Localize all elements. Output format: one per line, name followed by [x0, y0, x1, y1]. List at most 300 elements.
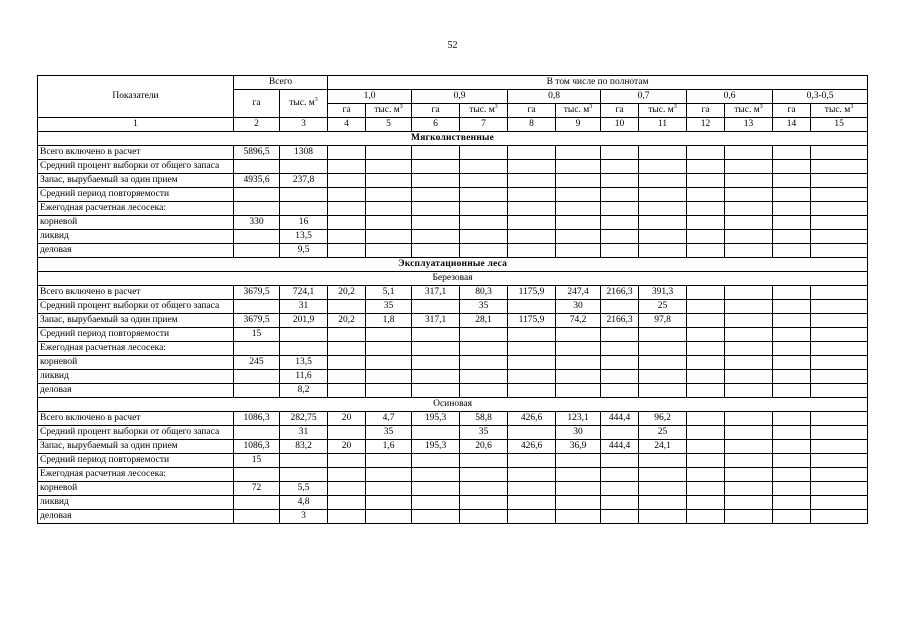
table-cell — [366, 370, 412, 384]
header-total-ha: га — [234, 90, 280, 118]
table-cell — [508, 160, 556, 174]
table-cell — [773, 356, 811, 370]
table-cell: 247,4 — [556, 286, 601, 300]
table-cell — [725, 342, 773, 356]
table-row — [38, 146, 868, 160]
table-cell: 3679,5 — [234, 286, 280, 300]
table-cell — [601, 216, 639, 230]
table-cell — [687, 202, 725, 216]
unit-kcm: тыс. $м^3$ — [460, 104, 508, 118]
table-cell — [460, 160, 508, 174]
row-label: ликвид — [38, 370, 234, 384]
table-cell: 282,75 — [280, 412, 328, 426]
row-label: деловая — [38, 384, 234, 398]
table-cell — [460, 356, 508, 370]
table-row — [38, 426, 868, 440]
table-cell — [328, 202, 366, 216]
table-cell — [234, 244, 280, 258]
table-cell — [556, 454, 601, 468]
table-cell — [687, 370, 725, 384]
table-cell — [460, 454, 508, 468]
table-cell — [460, 216, 508, 230]
table-cell — [811, 328, 868, 342]
table-row — [38, 174, 868, 188]
table-cell — [412, 370, 460, 384]
table-cell — [412, 300, 460, 314]
row-label: Запас, вырубаемый за один прием — [38, 174, 234, 188]
table-cell: 72 — [234, 482, 280, 496]
table-cell — [412, 216, 460, 230]
row-label: деловая — [38, 510, 234, 524]
row-label: корневой — [38, 216, 234, 230]
table-cell — [412, 244, 460, 258]
table-cell — [556, 482, 601, 496]
table-cell — [601, 356, 639, 370]
unit-kcm: тыс. $м^3$ — [556, 104, 601, 118]
table-row — [38, 328, 868, 342]
table-cell — [460, 468, 508, 482]
column-number: 4 — [328, 118, 366, 132]
table-cell: 15 — [234, 454, 280, 468]
header-total-kcm: тыс. $м^3$ — [280, 90, 328, 118]
table-cell — [773, 188, 811, 202]
table-cell — [639, 468, 687, 482]
table-cell — [508, 202, 556, 216]
table-cell — [412, 454, 460, 468]
row-label: Ежегодная расчетная лесосека: — [38, 468, 234, 482]
column-number: 2 — [234, 118, 280, 132]
table-cell: 1086,3 — [234, 440, 280, 454]
column-number: 7 — [460, 118, 508, 132]
table-cell — [412, 188, 460, 202]
table-cell: 15 — [234, 328, 280, 342]
table-cell: 123,1 — [556, 412, 601, 426]
table-row — [38, 202, 868, 216]
table-cell — [725, 216, 773, 230]
table-cell: 97,8 — [639, 314, 687, 328]
table-cell — [366, 496, 412, 510]
table-cell — [639, 496, 687, 510]
row-label: корневой — [38, 356, 234, 370]
header-by-density: В том числе по полнотам — [328, 76, 868, 90]
table-cell — [460, 510, 508, 524]
table-cell: 330 — [234, 216, 280, 230]
table-cell — [508, 342, 556, 356]
table-cell — [556, 188, 601, 202]
table-cell — [556, 216, 601, 230]
table-cell: 195,3 — [412, 440, 460, 454]
table-cell: 444,4 — [601, 440, 639, 454]
table-cell — [366, 146, 412, 160]
table-cell: 35 — [366, 426, 412, 440]
table-cell — [366, 356, 412, 370]
table-cell: 8,2 — [280, 384, 328, 398]
table-cell: 2166,3 — [601, 314, 639, 328]
table-cell — [412, 174, 460, 188]
table-cell — [725, 300, 773, 314]
table-cell — [328, 146, 366, 160]
table-cell: 74,2 — [556, 314, 601, 328]
table-cell — [328, 454, 366, 468]
table-row — [38, 216, 868, 230]
table-cell — [811, 482, 868, 496]
table-row — [38, 300, 868, 314]
table-cell: 237,8 — [280, 174, 328, 188]
table-cell: 426,6 — [508, 440, 556, 454]
column-number: 10 — [601, 118, 639, 132]
table-cell — [639, 454, 687, 468]
table-cell — [687, 314, 725, 328]
unit-kcm: тыс. $м^3$ — [366, 104, 412, 118]
column-number: 15 — [811, 118, 868, 132]
table-row — [38, 454, 868, 468]
table-cell — [773, 174, 811, 188]
unit-ha: га — [412, 104, 460, 118]
table-cell: 391,3 — [639, 286, 687, 300]
table-cell — [601, 160, 639, 174]
column-number: 14 — [773, 118, 811, 132]
table-cell — [234, 510, 280, 524]
table-cell — [811, 286, 868, 300]
table-row — [38, 244, 868, 258]
table-cell — [366, 468, 412, 482]
table-cell — [687, 496, 725, 510]
density-0-6: 0,6 — [687, 90, 773, 104]
table-cell: 4935,6 — [234, 174, 280, 188]
table-cell — [328, 244, 366, 258]
table-cell — [234, 370, 280, 384]
table-cell — [234, 342, 280, 356]
table-cell — [328, 328, 366, 342]
table-cell: 5896,5 — [234, 146, 280, 160]
table-cell — [811, 356, 868, 370]
table-cell: 1086,3 — [234, 412, 280, 426]
table-cell — [725, 510, 773, 524]
table-cell — [234, 300, 280, 314]
section-title: Осиновая — [38, 398, 868, 412]
table-cell — [725, 482, 773, 496]
page-number: 52 — [447, 40, 458, 51]
row-label: Всего включено в расчет — [38, 286, 234, 300]
table-cell — [811, 314, 868, 328]
row-label: Всего включено в расчет — [38, 412, 234, 426]
table-cell — [811, 468, 868, 482]
table-cell — [508, 216, 556, 230]
table-cell: 4,8 — [280, 496, 328, 510]
table-cell — [687, 300, 725, 314]
table-cell — [725, 244, 773, 258]
table-cell — [366, 328, 412, 342]
table-cell — [639, 356, 687, 370]
table-cell — [811, 146, 868, 160]
table-row — [38, 384, 868, 398]
table-cell — [811, 202, 868, 216]
table-row — [38, 468, 868, 482]
table-cell — [687, 426, 725, 440]
row-label: ликвид — [38, 230, 234, 244]
table-cell — [280, 468, 328, 482]
unit-kcm: тыс. $м^3$ — [725, 104, 773, 118]
table-cell — [508, 188, 556, 202]
table-cell — [328, 384, 366, 398]
column-number: 1 — [38, 118, 234, 132]
table-cell — [725, 412, 773, 426]
column-number: 13 — [725, 118, 773, 132]
table-cell — [773, 160, 811, 174]
table-cell — [601, 328, 639, 342]
table-row — [38, 356, 868, 370]
row-label: Средний период повторяемости — [38, 454, 234, 468]
table-cell — [725, 328, 773, 342]
table-cell: 30 — [556, 426, 601, 440]
table-cell — [556, 328, 601, 342]
table-cell — [328, 370, 366, 384]
column-number: 9 — [556, 118, 601, 132]
row-label: Средний период повторяемости — [38, 328, 234, 342]
table-cell: 4,7 — [366, 412, 412, 426]
table-cell — [773, 314, 811, 328]
table-cell: 36,9 — [556, 440, 601, 454]
section-subtitle: Березовая — [38, 272, 868, 286]
table-cell: 245 — [234, 356, 280, 370]
table-row — [38, 314, 868, 328]
table-cell: 5,5 — [280, 482, 328, 496]
table-cell — [366, 244, 412, 258]
table-cell — [773, 496, 811, 510]
table-cell — [725, 468, 773, 482]
table-cell — [601, 510, 639, 524]
table-cell — [773, 482, 811, 496]
table-cell — [460, 342, 508, 356]
table-cell — [412, 342, 460, 356]
unit-ha: га — [328, 104, 366, 118]
table-cell — [725, 188, 773, 202]
table-cell — [639, 174, 687, 188]
table-cell — [811, 216, 868, 230]
table-cell — [811, 426, 868, 440]
row-label: Ежегодная расчетная лесосека: — [38, 342, 234, 356]
table-cell — [460, 188, 508, 202]
table-cell: 31 — [280, 426, 328, 440]
table-cell — [773, 510, 811, 524]
table-cell — [328, 300, 366, 314]
density-1-0: 1,0 — [328, 90, 412, 104]
table-cell — [601, 370, 639, 384]
table-cell — [725, 356, 773, 370]
table-cell — [366, 202, 412, 216]
row-label: ликвид — [38, 496, 234, 510]
unit-kcm: тыс. $м^3$ — [811, 104, 868, 118]
table-cell — [639, 230, 687, 244]
table-cell — [687, 216, 725, 230]
table-row — [38, 286, 868, 300]
table-cell — [687, 510, 725, 524]
table-cell — [811, 300, 868, 314]
table-cell — [508, 454, 556, 468]
table-cell — [280, 328, 328, 342]
table-cell — [556, 244, 601, 258]
table-cell — [687, 286, 725, 300]
table-cell — [687, 482, 725, 496]
table-cell — [366, 216, 412, 230]
table-cell: 96,2 — [639, 412, 687, 426]
table-cell — [508, 496, 556, 510]
table-cell — [687, 454, 725, 468]
table-cell — [811, 244, 868, 258]
table-cell — [556, 174, 601, 188]
table-cell: 35 — [366, 300, 412, 314]
table-cell — [639, 510, 687, 524]
table-cell — [601, 468, 639, 482]
table-cell — [639, 384, 687, 398]
section-title: Мягколиственные — [38, 132, 868, 146]
unit-ha: га — [687, 104, 725, 118]
table-cell — [508, 370, 556, 384]
table-cell — [412, 328, 460, 342]
table-cell — [601, 482, 639, 496]
table-cell — [725, 384, 773, 398]
table-cell — [773, 216, 811, 230]
table-cell — [280, 160, 328, 174]
table-cell — [412, 356, 460, 370]
table-cell — [234, 496, 280, 510]
table-cell — [328, 216, 366, 230]
table-row — [38, 482, 868, 496]
table-cell: 3679,5 — [234, 314, 280, 328]
table-cell: 1,8 — [366, 314, 412, 328]
table-cell — [328, 188, 366, 202]
table-cell — [687, 174, 725, 188]
table-cell — [811, 342, 868, 356]
table-cell — [556, 384, 601, 398]
table-cell — [366, 342, 412, 356]
density-0-3-0-5: 0,3-0,5 — [773, 90, 868, 104]
table-cell: 444,4 — [601, 412, 639, 426]
table-cell — [811, 412, 868, 426]
table-cell — [687, 230, 725, 244]
table-cell — [412, 384, 460, 398]
table-cell — [687, 384, 725, 398]
table-cell — [725, 440, 773, 454]
table-cell — [811, 440, 868, 454]
row-label: Всего включено в расчет — [38, 146, 234, 160]
table-cell — [773, 412, 811, 426]
table-cell — [412, 230, 460, 244]
table-cell — [556, 202, 601, 216]
table-cell — [601, 244, 639, 258]
table-cell — [773, 146, 811, 160]
table-cell — [556, 146, 601, 160]
table-cell: 28,1 — [460, 314, 508, 328]
table-cell — [328, 174, 366, 188]
table-cell — [773, 342, 811, 356]
unit-kcm: тыс. $м^3$ — [639, 104, 687, 118]
table-cell — [412, 160, 460, 174]
table-cell — [601, 188, 639, 202]
density-0-9: 0,9 — [412, 90, 508, 104]
table-cell — [601, 384, 639, 398]
table-cell — [280, 188, 328, 202]
table-cell — [725, 230, 773, 244]
table-cell — [725, 146, 773, 160]
table-cell: 11,6 — [280, 370, 328, 384]
table-cell: 25 — [639, 300, 687, 314]
table-cell — [366, 230, 412, 244]
table-cell — [508, 384, 556, 398]
table-cell — [508, 230, 556, 244]
table-cell: 16 — [280, 216, 328, 230]
table-cell — [460, 146, 508, 160]
table-row — [38, 510, 868, 524]
table-cell: 13,5 — [280, 230, 328, 244]
table-row — [38, 440, 868, 454]
table-cell — [556, 468, 601, 482]
table-cell — [234, 468, 280, 482]
table-cell — [773, 244, 811, 258]
table-cell — [601, 496, 639, 510]
table-cell — [725, 496, 773, 510]
table-cell: 20 — [328, 412, 366, 426]
table-cell — [366, 174, 412, 188]
table-cell — [601, 454, 639, 468]
table-cell — [773, 468, 811, 482]
row-label: корневой — [38, 482, 234, 496]
column-number: 3 — [280, 118, 328, 132]
table-cell — [412, 202, 460, 216]
table-cell — [811, 174, 868, 188]
table-cell — [366, 160, 412, 174]
table-cell — [601, 300, 639, 314]
table-cell — [460, 482, 508, 496]
table-cell — [725, 174, 773, 188]
table-cell — [725, 202, 773, 216]
table-row — [38, 160, 868, 174]
table-cell — [234, 188, 280, 202]
table-cell — [508, 174, 556, 188]
table-cell — [234, 426, 280, 440]
unit-ha: га — [508, 104, 556, 118]
table-cell — [328, 510, 366, 524]
table-cell — [234, 160, 280, 174]
table-cell — [773, 328, 811, 342]
table-cell — [508, 300, 556, 314]
table-cell — [725, 160, 773, 174]
table-cell: 80,3 — [460, 286, 508, 300]
column-number: 12 — [687, 118, 725, 132]
table-cell — [725, 314, 773, 328]
table-row — [38, 370, 868, 384]
table-cell — [811, 370, 868, 384]
column-number: 11 — [639, 118, 687, 132]
table-cell — [328, 160, 366, 174]
table-cell — [773, 286, 811, 300]
table-cell: 13,5 — [280, 356, 328, 370]
table-cell — [366, 384, 412, 398]
header-indicators: Показатели — [38, 76, 234, 118]
table-cell: 2166,3 — [601, 286, 639, 300]
table-cell — [639, 216, 687, 230]
row-label: Средний процент выборки от общего запаса — [38, 426, 234, 440]
table-cell: 426,6 — [508, 412, 556, 426]
table-cell — [639, 482, 687, 496]
table-cell — [328, 342, 366, 356]
table-cell — [460, 496, 508, 510]
table-cell — [811, 188, 868, 202]
table-cell: 1308 — [280, 146, 328, 160]
table-cell: 5,1 — [366, 286, 412, 300]
table-cell — [508, 356, 556, 370]
table-cell — [773, 202, 811, 216]
